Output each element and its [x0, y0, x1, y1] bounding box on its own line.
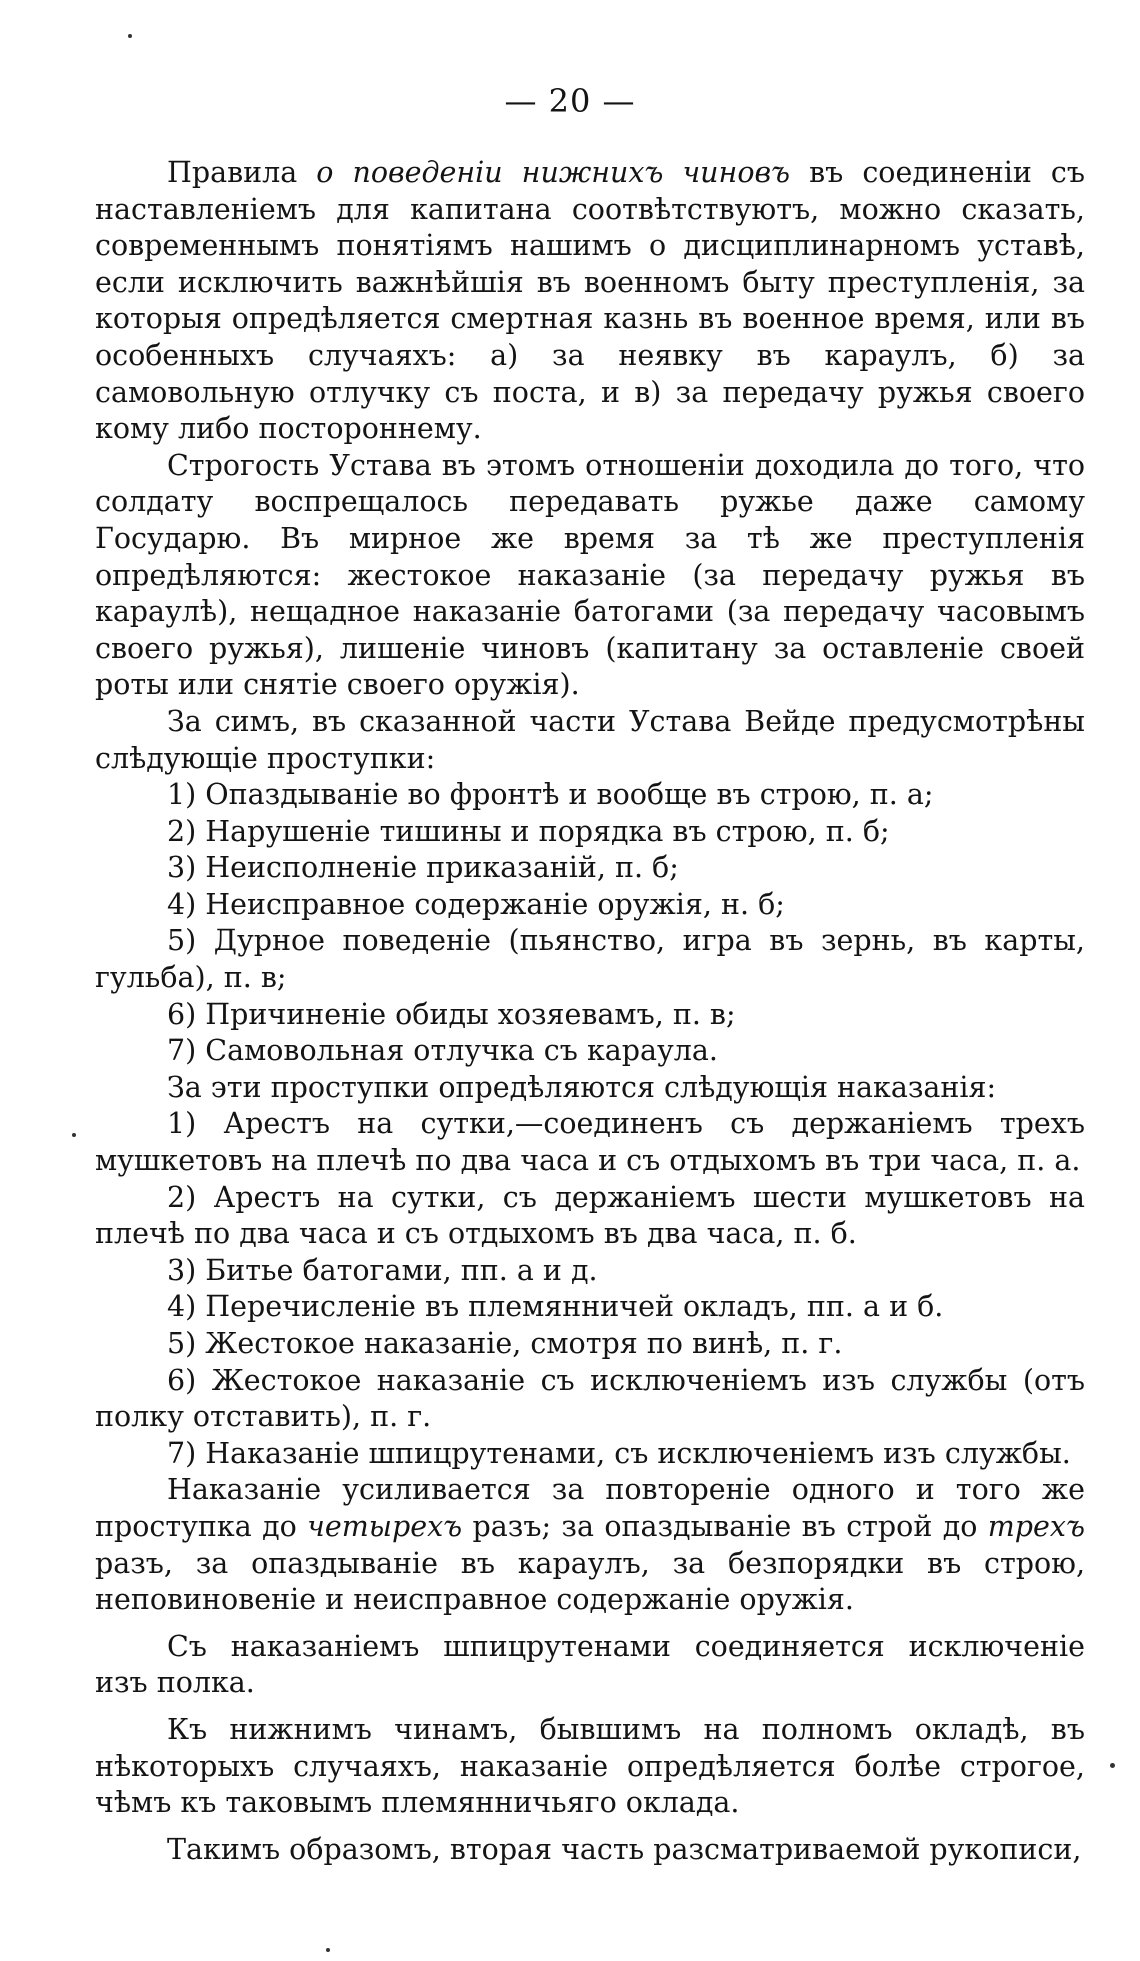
text-segment: разъ; за опаздываніе въ строй до [462, 1509, 988, 1543]
text-segment: разъ, за опаздываніе въ караулъ, за безпорядки въ строю, неповиновеніе и неисправное содержаніе оружія. [95, 1546, 1085, 1617]
print-speck [72, 1133, 76, 1137]
italic-phrase: о поведеніи нижнихъ чиновъ [316, 156, 791, 189]
punishment-item: 4) Перечисленіе въ племянничей окладъ, пп. а и б. [167, 1290, 944, 1324]
offense-item: 7) Самовольная отлучка съ караула. [167, 1034, 718, 1068]
punishment-item: 6) Жестокое наказаніе съ исключеніемъ изъ службы (отъ полку отставить), п. г. [95, 1363, 1085, 1434]
italic-word: трехъ [987, 1509, 1085, 1543]
offense-item: 1) Опаздываніе во фронтѣ и вообще въ строю, п. а; [167, 778, 934, 812]
punishment-item: 3) Битье батогами, пп. а и д. [167, 1253, 598, 1287]
punishment-item: 7) Наказаніе шпицрутенами, съ исключеніемъ изъ службы. [167, 1436, 1071, 1470]
italic-word: четырехъ [307, 1509, 463, 1543]
paragraph-severity [95, 448, 1085, 704]
paragraph-repeat-offense [95, 1472, 1085, 1618]
offense-item: 3) Неисполненіе приказаній, п. б; [167, 851, 679, 885]
text-segment: Правила [167, 156, 317, 189]
paragraph-full-pay: Къ нижнимъ чинамъ, бывшимъ на полномъ окладѣ, въ нѣкоторыхъ случаяхъ, наказаніе опредѣляется болѣе строгое, чѣмъ къ таковымъ племянничьяго оклада. [95, 1712, 1085, 1820]
print-speck [128, 34, 132, 38]
text-segment: въ соединеніи съ наставленіемъ для капитана соотвѣтствуютъ, можно сказать, современнымъ понятіямъ нашимъ о дисциплинарномъ уставѣ, если исключить важнѣйшія въ военномъ быту преступленія, за которыя опредѣляется смертная казнь въ военное время, или въ особенныхъ случаяхъ: а) за неявку въ караулъ, б) за самовольную отлучку съ поста, и в) за передачу ружья своего кому либо постороннему. [95, 156, 1085, 446]
paragraph-conclusion: Такимъ образомъ, вторая часть разсматриваемой рукописи, [167, 1832, 1082, 1866]
paragraph-punishments-intro: За эти проступки опредѣляются слѣдующія наказанія: [167, 1070, 997, 1104]
print-speck [1110, 1763, 1115, 1768]
print-speck [326, 1948, 330, 1952]
body-text [95, 155, 1085, 1868]
paragraph-gauntlet: Съ наказаніемъ шпицрутенами соединяется исключеніе изъ полка. [95, 1629, 1085, 1700]
offense-item: 6) Причиненіе обиды хозяевамъ, п. в; [167, 997, 736, 1031]
text-segment: Строгость Устава въ этомъ отношеніи доходила до того, что солдату воспрещалось передавать ружье даже самому Государю. Въ мирное же время за тѣ же преступленія опредѣляются: жестокое наказаніе (за передачу ружья въ караулѣ), нещадное наказаніе батогами (за передачу часовымъ своего ружья), лишеніе чиновъ (капитану за оставленіе своей роты или снятіе своего оружія). [95, 448, 1085, 702]
paragraph-rules [95, 155, 1085, 448]
text-segment: Наказаніе усиливается за повтореніе одного и того же проступка до [95, 1473, 1085, 1543]
punishment-item: 1) Арестъ на сутки,—соединенъ съ держаніемъ трехъ мушкетовъ на плечѣ по два часа и съ отдыхомъ въ три часа, п. а. [95, 1107, 1085, 1178]
text-segment: За симъ, въ сказанной части Устава Вейде предусмотрѣны слѣдующіе проступки: [95, 704, 1085, 775]
offense-item: 5) Дурное поведеніе (пьянство, игра въ зернь, въ карты, гульба), п. в; [95, 924, 1085, 995]
paragraph-offenses-intro [95, 704, 1085, 777]
punishment-item: 2) Арестъ на сутки, съ держаніемъ шести мушкетовъ на плечѣ по два часа и съ отдыхомъ въ два часа, п. б. [95, 1180, 1085, 1251]
punishment-item: 5) Жестокое наказаніе, смотря по винѣ, п. г. [167, 1327, 843, 1360]
page-number: — 20 — [504, 82, 636, 120]
offense-item: 2) Нарушеніе тишины и порядка въ строю, п. б; [167, 814, 890, 848]
offense-item: 4) Неисправное содержаніе оружія, н. б; [167, 887, 785, 921]
